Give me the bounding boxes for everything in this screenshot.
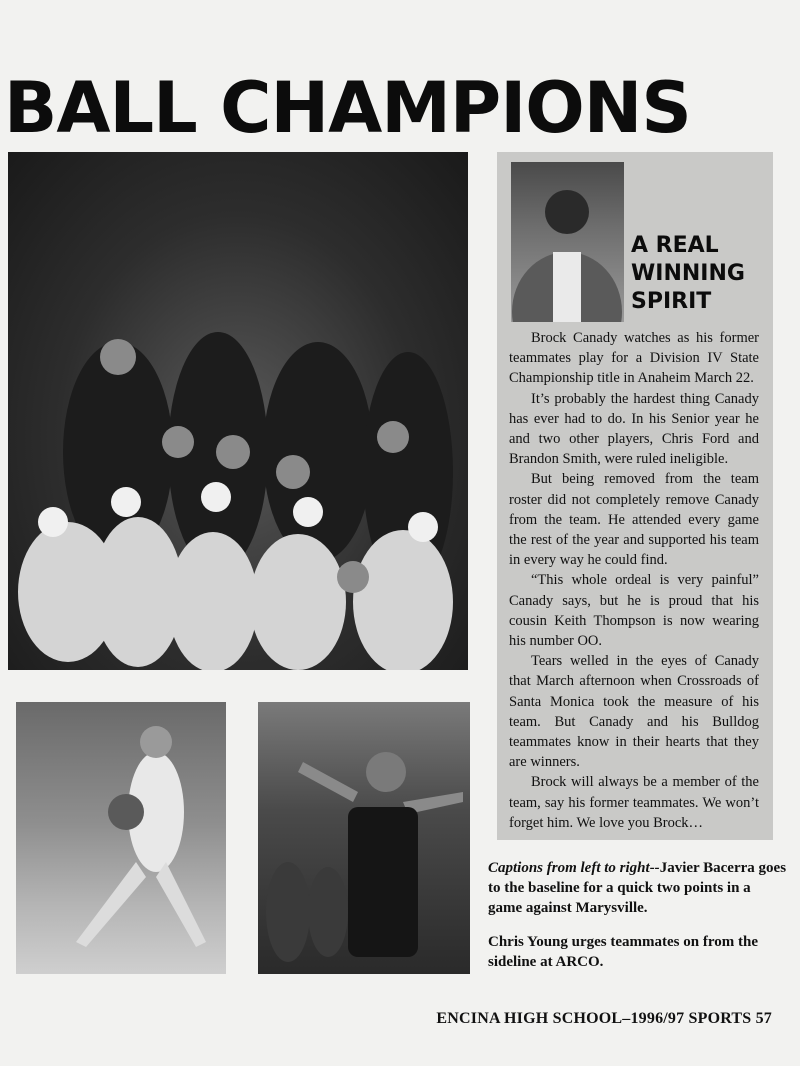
player-figure — [16, 702, 226, 974]
caption-first — [488, 858, 788, 918]
story-paragraph: Brock Canady watches as his former teammates play for a Division IV State Championship title in Anaheim March 22. — [509, 330, 759, 387]
story-paragraph: “This whole ordeal is very painful” Canady says, but he is proud that his cousin Keith Thompson is now wearing his number OO. — [509, 572, 759, 650]
caption-lead: Captions from left to right-- — [488, 860, 660, 876]
page-headline: BALL CHAMPIONS — [4, 67, 691, 149]
portrait-figure — [511, 162, 624, 322]
caption-first-text: Javier Bacerra goes to the baseline for a quick two points in a game against Marysville. — [488, 860, 787, 916]
page-footer: ENCINA HIGH SCHOOL–1996/97 SPORTS 57 — [436, 1010, 772, 1027]
team-photo-figures — [8, 152, 468, 670]
story-paragraph: Brock will always be a member of the team, say his former teammates. We won’t forget him. We love you Brock… — [509, 774, 759, 831]
sidebar-story — [509, 328, 759, 833]
team-celebration-photo — [8, 152, 468, 670]
caption-second: Chris Young urges teammates on from the sideline at ARCO. — [488, 934, 758, 970]
story-paragraph: But being removed from the team roster did not completely remove Canady from the team. He attended every game the rest of the year and supported his team in every way he could find. — [509, 471, 759, 569]
story-paragraph: Tears welled in the eyes of Canady that March afternoon when Crossroads of Santa Monica took the measure of his team. But Canady and his Bulldog teammates know in their hearts that they are winners. — [509, 653, 759, 771]
sideline-cheer-photo — [258, 702, 470, 974]
story-paragraph: It’s probably the hardest thing Canady has ever had to do. In his Senior year he and two other players, Chris Ford and Brandon Smith, were ruled ineligible. — [509, 390, 759, 468]
sidebar-title: A REAL WINNING SPIRIT — [631, 233, 745, 314]
photo-captions — [488, 858, 788, 986]
baseline-drive-photo — [16, 702, 226, 974]
player-figure — [258, 702, 470, 974]
brock-canady-portrait — [511, 162, 624, 322]
